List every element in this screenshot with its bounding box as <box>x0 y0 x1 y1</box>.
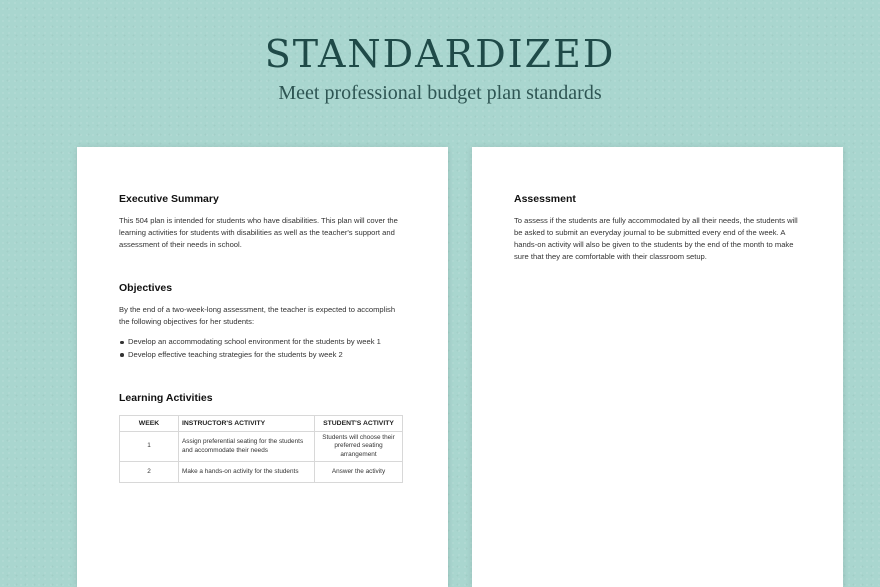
table-cell-instructor: Make a hands-on activity for the students <box>179 462 315 483</box>
objective-item: Develop effective teaching strategies for the students by week 2 <box>119 349 407 362</box>
table-header-week: WEEK <box>120 416 179 432</box>
table-row <box>120 432 403 462</box>
table-cell-student: Answer the activity <box>315 462 403 483</box>
learning-activities-section <box>119 392 407 483</box>
table-cell-week: 1 <box>120 432 179 462</box>
assessment-section <box>514 193 802 263</box>
objectives-list <box>119 336 407 361</box>
learning-activities-table <box>119 415 403 483</box>
executive-summary-section <box>119 193 407 251</box>
objectives-section <box>119 282 407 361</box>
objectives-title: Objectives <box>119 282 173 294</box>
table-header-instructor: INSTRUCTOR'S ACTIVITY <box>179 416 315 432</box>
objectives-intro: By the end of a two-week-long assessment, the teacher is expected to accomplish the following objectives for her students: <box>119 305 396 326</box>
document-page-left <box>77 147 448 587</box>
executive-summary-body: This 504 plan is intended for students who have disabilities. This plan will cover the learning activities for students with disabilities as well as the teacher's support and assessment of their needs in school. <box>119 216 398 249</box>
assessment-title: Assessment <box>514 193 576 205</box>
table-cell-instructor: Assign preferential seating for the students and accommodate their needs <box>179 432 315 462</box>
learning-activities-title: Learning Activities <box>119 392 213 404</box>
table-header-row <box>120 416 403 432</box>
table-cell-week: 2 <box>120 462 179 483</box>
banner-subtitle: Meet professional budget plan standards <box>278 82 602 104</box>
objective-item: Develop an accommodating school environment for the students by week 1 <box>119 336 407 349</box>
executive-summary-title: Executive Summary <box>119 193 219 205</box>
table-row <box>120 462 403 483</box>
assessment-body: To assess if the students are fully accommodated by all their needs, the students will be asked to submit an everyday journal to be submitted every end of the week. A hands-on activity will also be given to the students by the end of the month to make sure that they are comfortable with their classroom setup. <box>514 216 798 261</box>
document-page-right <box>472 147 843 587</box>
table-header-student: STUDENT'S ACTIVITY <box>315 416 403 432</box>
banner-title: STANDARDIZED <box>264 32 616 76</box>
table-cell-student: Students will choose their preferred seating arrangement <box>315 432 403 462</box>
